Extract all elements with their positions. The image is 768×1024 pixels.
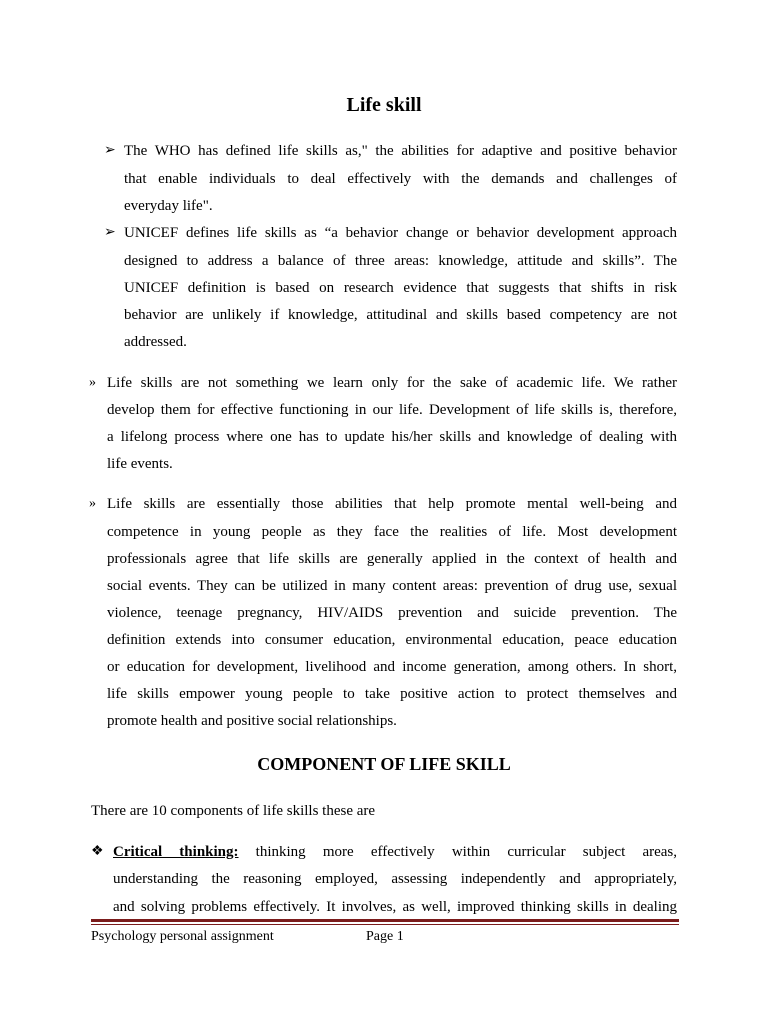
component-line-1 (113, 842, 677, 862)
paragraph-2-line-7: or education for development, livelihood and income generation, among others. In short, (107, 659, 677, 675)
paragraph-1-line-2: develop them for effective functioning in our life. Development of life skills is, therefore, (107, 402, 677, 418)
diamond-bullet-icon: ❖ (91, 844, 104, 859)
paragraph-2-line-2: competence in young people as they face the realities of life. Most development (107, 524, 677, 540)
bullet-2-line-1: UNICEF defines life skills as “a behavior change or behavior development approach (124, 225, 677, 241)
bullet-2-line-5: addressed. (124, 334, 187, 350)
component-line-3: and solving problems effectively. It involves, as well, improved thinking skills in dealing (113, 899, 677, 915)
footer-assignment-label: Psychology personal assignment (91, 929, 274, 944)
paragraph-2-line-3: professionals agree that life skills are generally applied in the context of health and (107, 551, 677, 567)
arrow-bullet-icon: ➢ (104, 225, 116, 240)
bullet-2-line-4: behavior are unlikely if knowledge, attitudinal and skills based competency are not (124, 307, 677, 323)
component-term: Critical thinking: (113, 844, 239, 860)
chevron-bullet-icon: » (89, 496, 96, 511)
bullet-1-line-1: The WHO has defined life skills as," the abilities for adaptive and positive behavior (124, 143, 677, 159)
arrow-bullet-icon: ➢ (104, 143, 116, 158)
bullet-2-line-2: designed to address a balance of three areas: knowledge, attitude and skills”. The (124, 253, 677, 269)
document-title: Life skill (346, 94, 422, 116)
chevron-bullet-icon: » (89, 375, 96, 390)
component-line-2: understanding the reasoning employed, assessing independently and appropriately, (113, 871, 677, 887)
paragraph-2-line-8: life skills empower young people to take positive action to protect themselves and (107, 686, 677, 702)
paragraph-1-line-1: Life skills are not something we learn only for the sake of academic life. We rather (107, 375, 677, 391)
paragraph-2-line-1: Life skills are essentially those abilities that help promote mental well-being and (107, 496, 677, 512)
footer-rule-thick (91, 919, 679, 922)
footer-page-number: Page 1 (366, 929, 404, 944)
paragraph-2-line-6: definition extends into consumer education, environmental education, peace education (107, 632, 677, 648)
paragraph-2-line-5: violence, teenage pregnancy, HIV/AIDS prevention and suicide prevention. The (107, 605, 677, 621)
bullet-1-line-2: that enable individuals to deal effectively with the demands and challenges of (124, 171, 677, 187)
paragraph-1-line-4: life events. (107, 456, 173, 472)
section-heading: COMPONENT OF LIFE SKILL (257, 754, 511, 774)
component-line-1-rest: thinking more effectively within curricular subject areas, (238, 844, 677, 860)
paragraph-2-line-4: social events. They can be utilized in many content areas: prevention of drug use, sexual (107, 578, 677, 594)
paragraph-2-line-9: promote health and positive social relationships. (107, 713, 397, 729)
bullet-2-line-3: UNICEF definition is based on research evidence that suggests that shifts in risk (124, 280, 677, 296)
paragraph-1-line-3: a lifelong process where one has to update his/her skills and knowledge of dealing with (107, 429, 677, 445)
bullet-1-line-3: everyday life". (124, 198, 213, 214)
components-intro: There are 10 components of life skills these are (91, 803, 376, 819)
footer-rule-thin (91, 924, 679, 925)
